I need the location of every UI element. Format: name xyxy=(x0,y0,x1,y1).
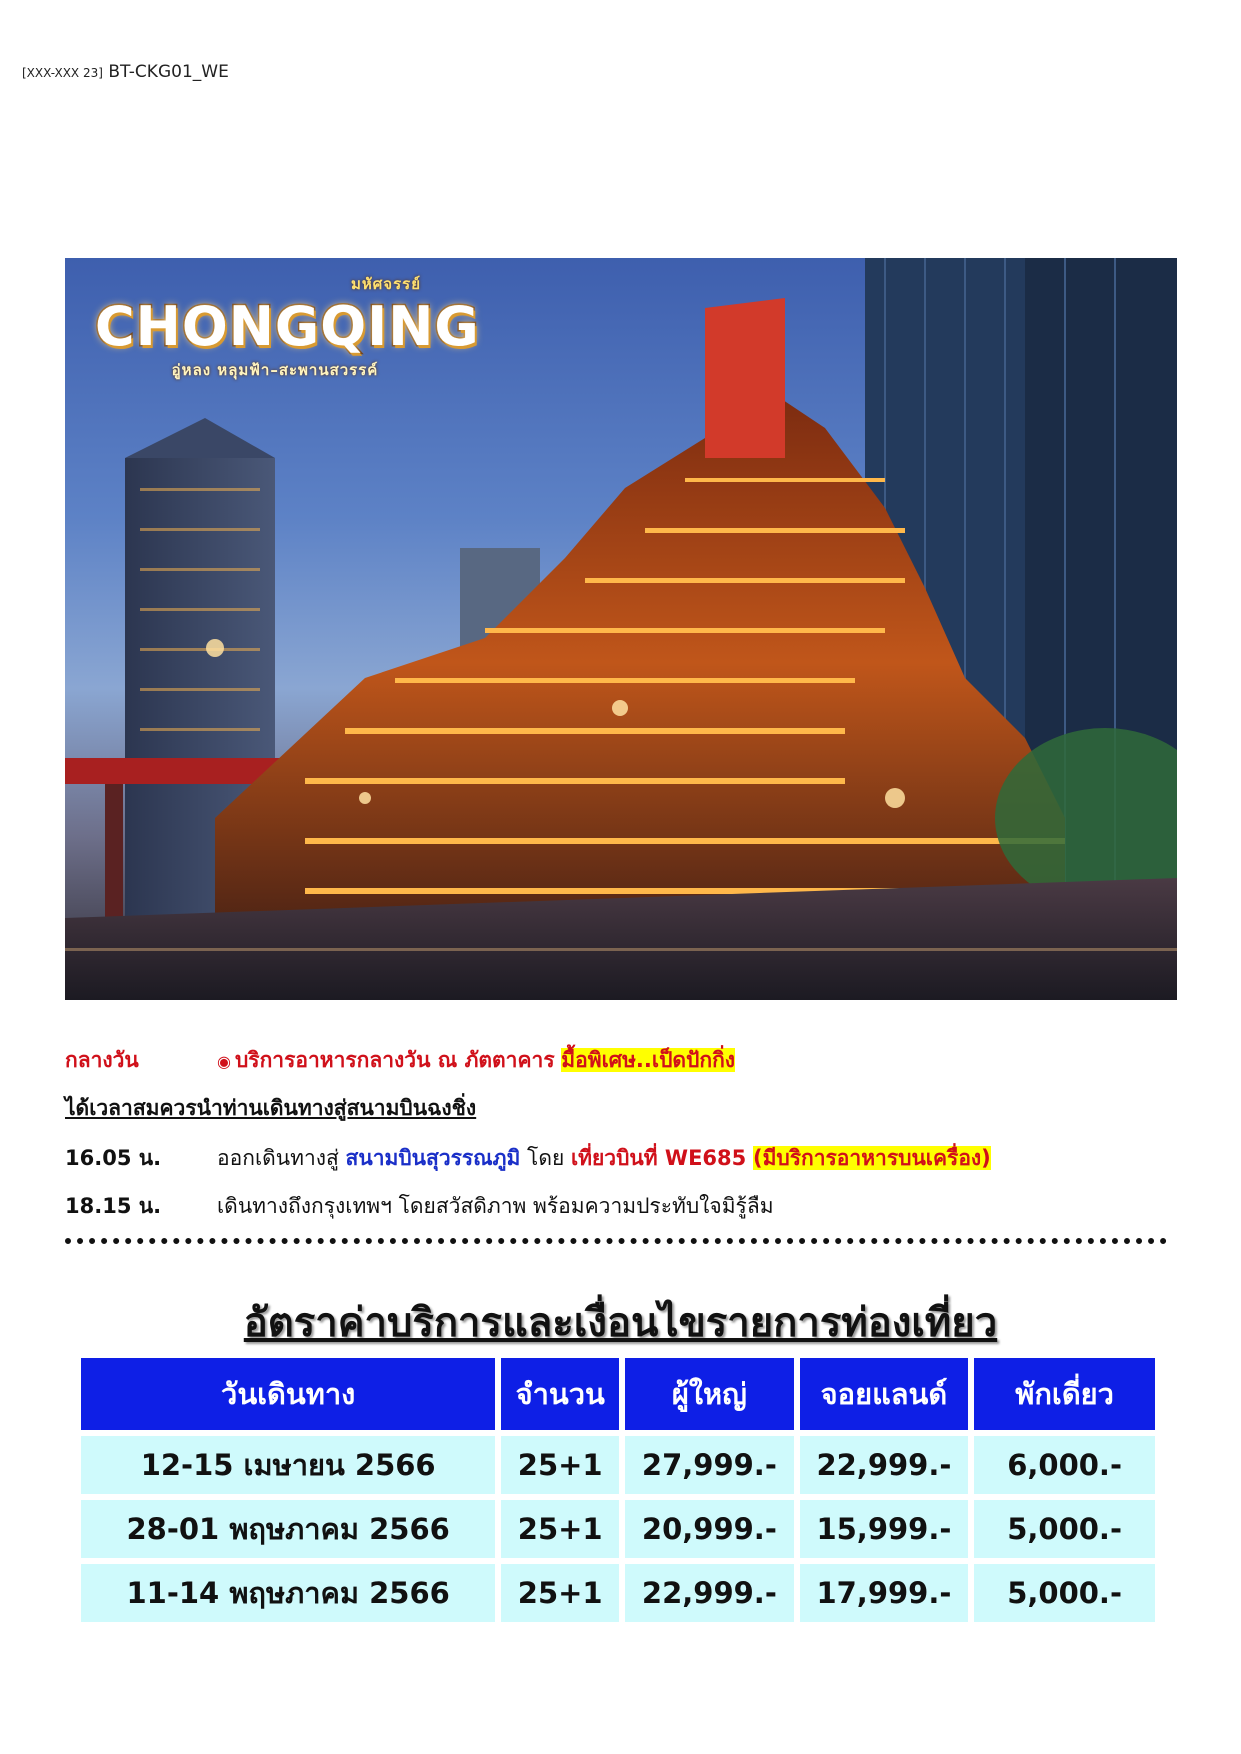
hero-subtitle: อู่หลง หลุมฟ้า–สะพานสวรรค์ xyxy=(171,361,379,379)
cell-joinland-price: 17,999.- xyxy=(800,1564,969,1622)
departure-meal-note: (มีบริการอาหารบนเครื่อง) xyxy=(752,1146,991,1170)
header-single-supplement: พักเดี่ยว xyxy=(974,1358,1155,1430)
header-joinland: จอยแลนด์ xyxy=(800,1358,969,1430)
arrival-time: 18.15 น. xyxy=(65,1194,162,1218)
meal-icon: ◉ xyxy=(217,1052,231,1071)
cell-adult-price: 27,999.- xyxy=(625,1436,794,1494)
price-table-header xyxy=(81,1358,1155,1430)
itinerary-transfer xyxy=(65,1092,476,1125)
arrival-text: เดินทางถึงกรุงเทพฯ โดยสวัสดิภาพ พร้อมความประทับใจมิรู้ลืม xyxy=(217,1194,774,1218)
cell-seats: 25+1 xyxy=(501,1564,619,1622)
prices-title: อัตราค่าบริการและเงื่อนไขรายการท่องเที่ยว xyxy=(243,1300,998,1346)
departure-text: ออกเดินทางสู่ xyxy=(217,1146,339,1170)
cell-adult-price: 22,999.- xyxy=(625,1564,794,1622)
cell-travel-date: 12-15 เมษายน 2566 xyxy=(81,1436,495,1494)
price-table xyxy=(75,1352,1161,1628)
hero-title: CHONGQING xyxy=(95,295,480,358)
cell-joinland-price: 15,999.- xyxy=(800,1500,969,1558)
header-travel-date: วันเดินทาง xyxy=(81,1358,495,1430)
cell-joinland-price: 22,999.- xyxy=(800,1436,969,1494)
hero-super-text: มหัศจรรย์ xyxy=(351,275,421,293)
table-row xyxy=(81,1436,1155,1494)
cell-travel-date: 28-01 พฤษภาคม 2566 xyxy=(81,1500,495,1558)
program-code xyxy=(22,62,229,82)
code-bracket: [XXX-XXX 23] xyxy=(22,66,103,80)
cell-single-supplement: 5,000.- xyxy=(974,1564,1155,1622)
lunch-highlight: มื้อพิเศษ..เป็ดปักกิ่ง xyxy=(561,1048,736,1072)
header-seats: จำนวน xyxy=(501,1358,619,1430)
header-adult: ผู้ใหญ่ xyxy=(625,1358,794,1430)
cell-seats: 25+1 xyxy=(501,1500,619,1558)
transfer-text: ได้เวลาสมควรนำท่านเดินทางสู่สนามบินฉงชิ่ง xyxy=(65,1096,477,1120)
lunch-label: กลางวัน xyxy=(65,1048,139,1072)
hero-image xyxy=(65,258,1177,1000)
cell-travel-date: 11-14 พฤษภาคม 2566 xyxy=(81,1564,495,1622)
program-code-text: BT-CKG01_WE xyxy=(108,62,229,82)
departure-by: โดย xyxy=(527,1146,565,1170)
departure-time: 16.05 น. xyxy=(65,1146,162,1170)
cell-single-supplement: 5,000.- xyxy=(974,1500,1155,1558)
dotted-divider xyxy=(65,1238,1167,1244)
departure-airport: สนามบินสุวรรณภูมิ xyxy=(345,1146,521,1170)
cell-single-supplement: 6,000.- xyxy=(974,1436,1155,1494)
cell-adult-price: 20,999.- xyxy=(625,1500,794,1558)
departure-flight: เที่ยวบินที่ WE685 xyxy=(570,1146,747,1170)
table-row xyxy=(81,1500,1155,1558)
table-row xyxy=(81,1564,1155,1622)
lunch-text: บริการอาหารกลางวัน ณ ภัตตาคาร xyxy=(234,1048,555,1072)
cell-seats: 25+1 xyxy=(501,1436,619,1494)
hero-logo xyxy=(95,272,480,382)
